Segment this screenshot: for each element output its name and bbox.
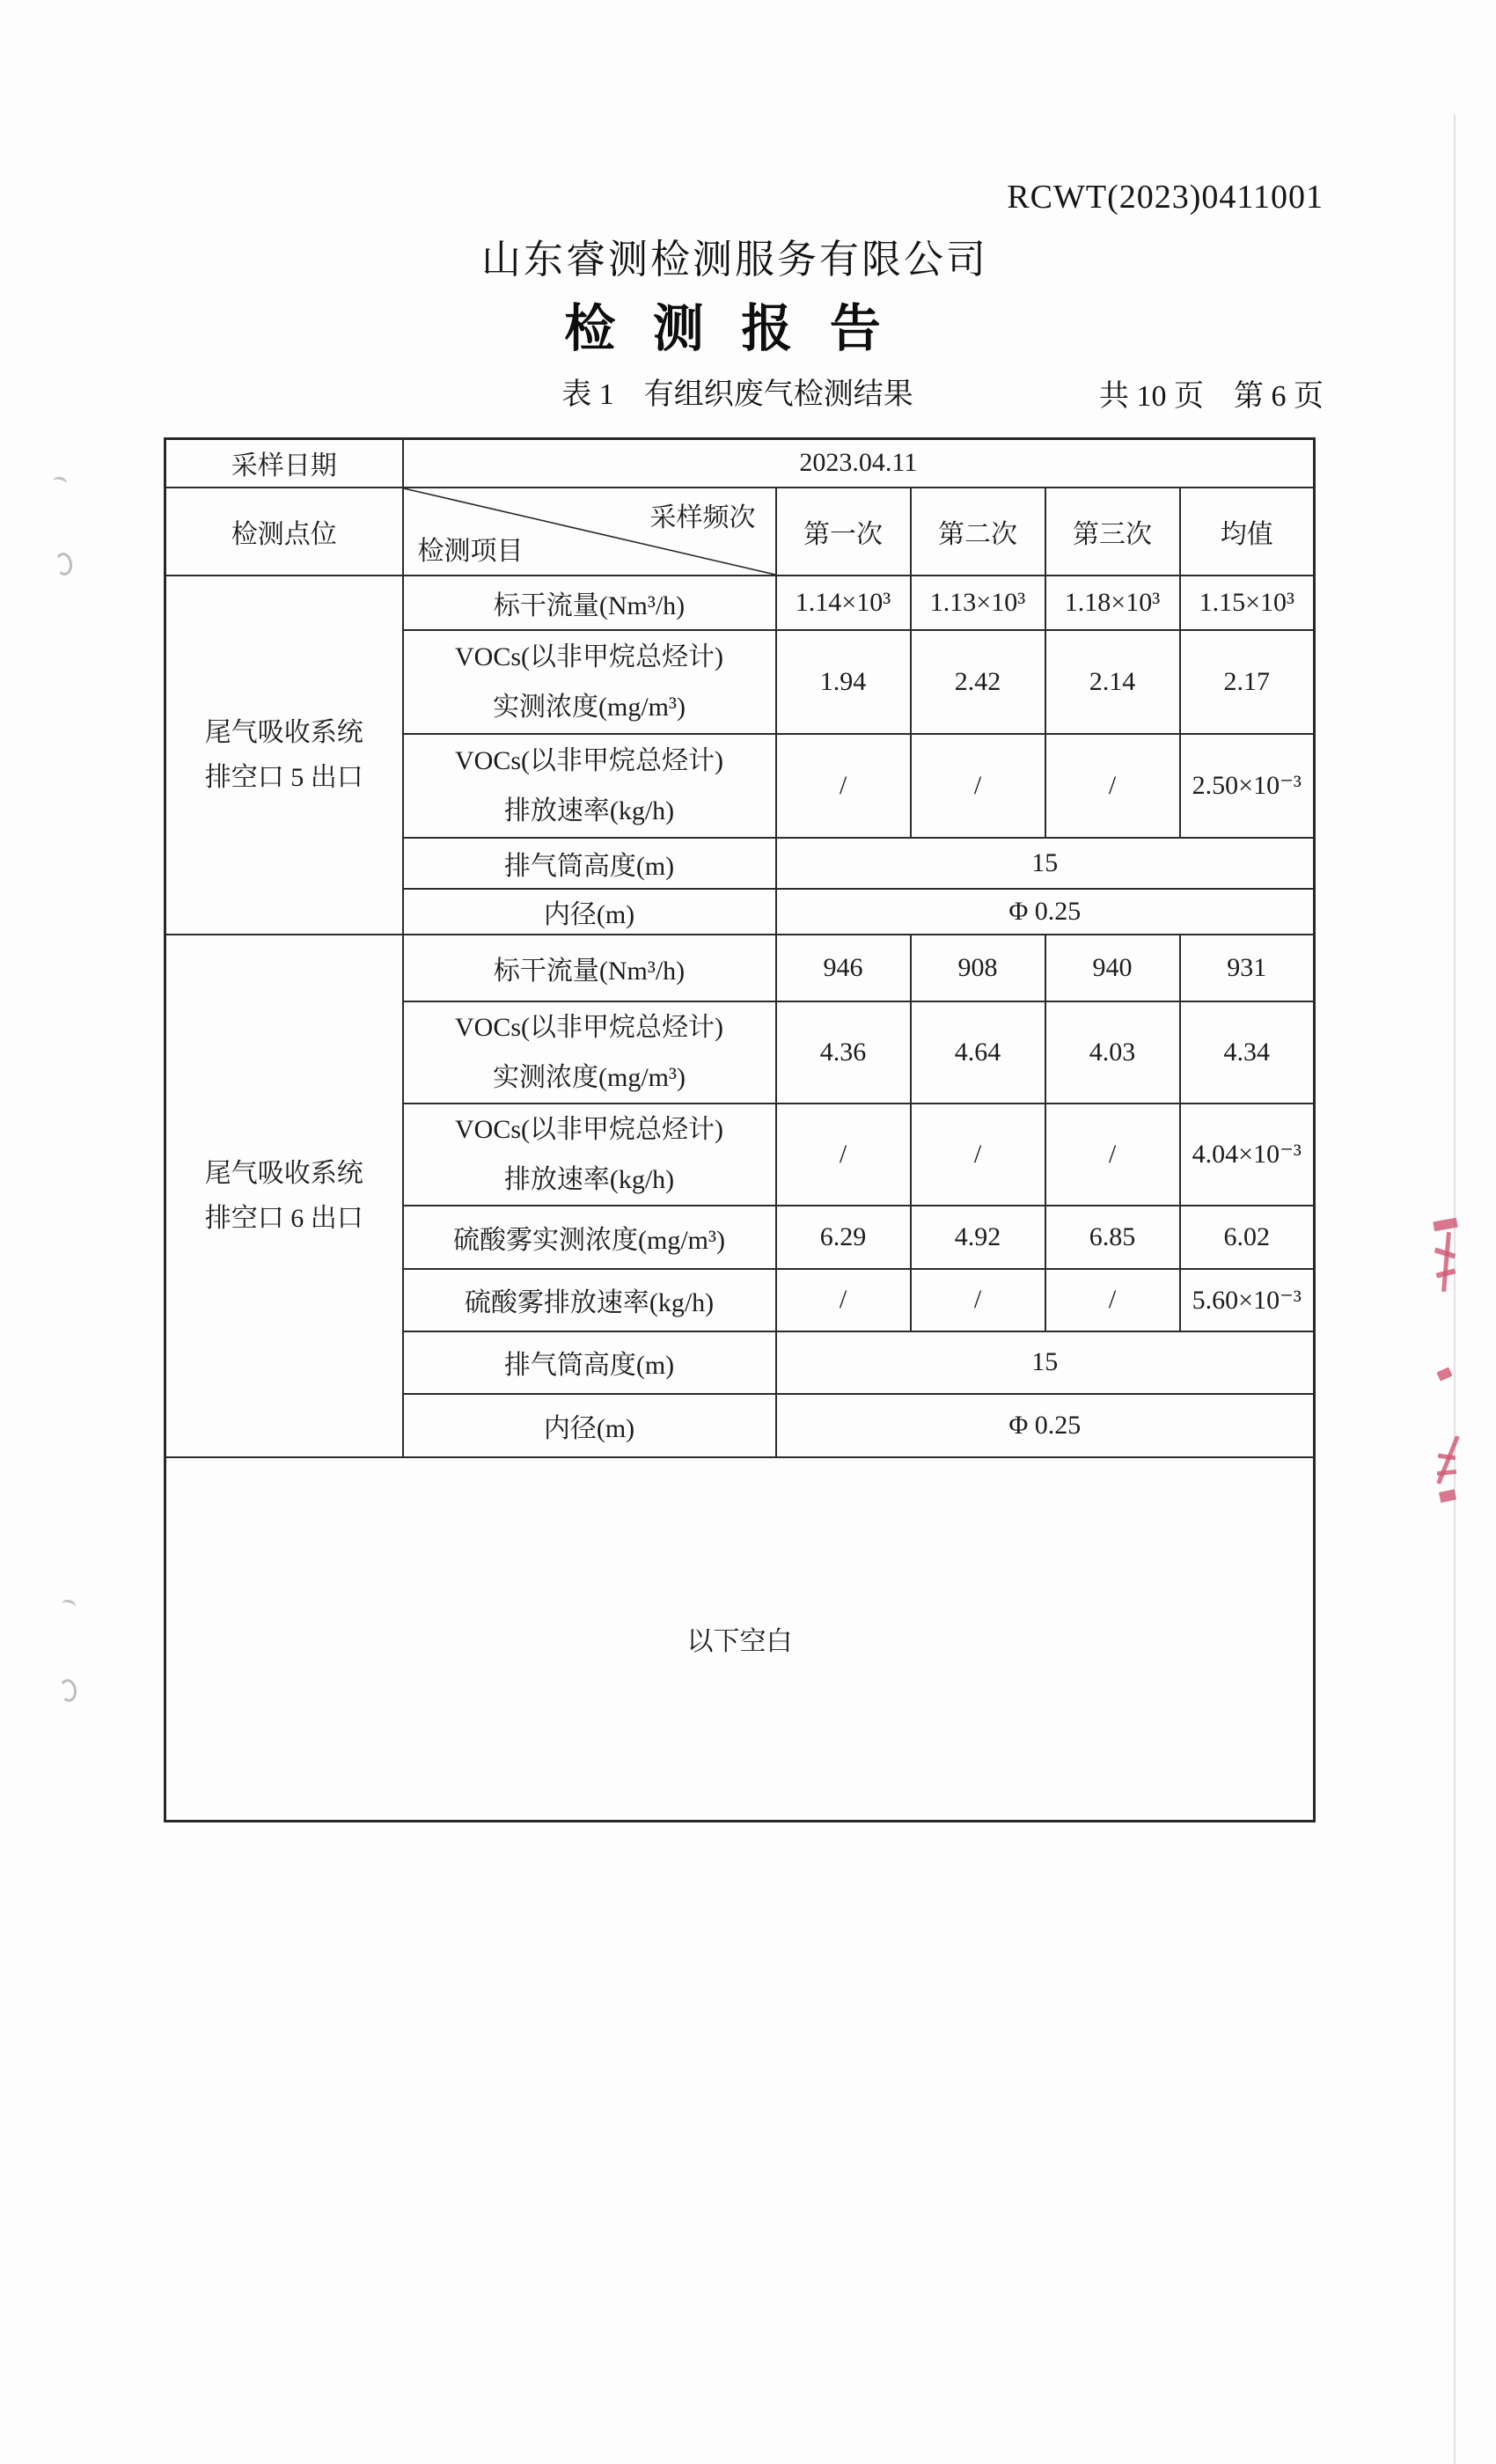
report-title: 检 测 报 告 (564, 300, 893, 357)
pencil-mark (61, 1598, 77, 1611)
diagonal-bottom-label: 检测项目 (417, 536, 524, 566)
row-label (403, 1001, 776, 1104)
stamp-fragment (1441, 1232, 1451, 1292)
freq-header-3: 第三次 (1045, 488, 1180, 576)
value-cell: 6.02 (1180, 1206, 1315, 1269)
monitor-point-outlet5 (165, 576, 403, 935)
row-label: 标干流量(Nm³/h) (403, 935, 776, 1001)
value-cell: 931 (1180, 935, 1315, 1001)
value-cell: 2.50×10⁻³ (1180, 734, 1315, 838)
value-cell: / (776, 1269, 911, 1331)
sampling-date-label: 采样日期 (165, 439, 403, 488)
value-cell: / (911, 1104, 1045, 1206)
value-cell: 1.14×10³ (776, 576, 911, 630)
freq-header-1: 第一次 (776, 488, 911, 576)
value-cell: / (776, 1104, 911, 1206)
point-line-1: 尾气吸收系统 (204, 1158, 363, 1188)
stamp-fragment (1436, 1435, 1459, 1485)
point-line-1: 尾气吸收系统 (204, 717, 363, 747)
row-label (403, 1104, 776, 1206)
row-label (403, 630, 776, 734)
inner-diameter-value: Φ 0.25 (776, 889, 1315, 935)
row-label-line-2: 排放速率(kg/h) (503, 796, 675, 825)
value-cell: 4.34 (1180, 1001, 1315, 1104)
table-caption: 表 1 有组织废气检测结果 (561, 378, 913, 411)
value-cell: 1.13×10³ (911, 576, 1045, 630)
value-cell: 4.04×10⁻³ (1180, 1104, 1315, 1206)
value-cell: / (1045, 734, 1180, 838)
value-cell: 4.92 (911, 1206, 1045, 1269)
stack-height-label: 排气筒高度(m) (403, 1331, 776, 1394)
inner-diameter-label: 内径(m) (403, 889, 776, 935)
value-cell: 908 (911, 935, 1045, 1001)
sampling-date-value: 2023.04.11 (403, 439, 1315, 488)
company-name: 山东睿测检测服务有限公司 (480, 238, 988, 282)
inner-diameter-label: 内径(m) (403, 1394, 776, 1457)
value-cell: 940 (1045, 935, 1180, 1001)
caption-line (0, 370, 1496, 413)
report-code: RCWT(2023)0411001 (1007, 179, 1324, 216)
monitor-point-label: 检测点位 (165, 488, 403, 576)
row-label: 标干流量(Nm³/h) (403, 576, 776, 630)
point-line-2: 排空口 5 出口 (204, 762, 363, 792)
results-table (164, 437, 1316, 1822)
pencil-mark (52, 475, 68, 488)
value-cell: / (776, 734, 911, 838)
page-edge-line (1454, 114, 1456, 2464)
freq-header-avg: 均值 (1180, 488, 1315, 576)
page-info: 共 10 页 第 6 页 (1099, 380, 1324, 413)
row-label-line-1: VOCs(以非甲烷总烃计) (455, 1012, 723, 1042)
value-cell: / (911, 734, 1045, 838)
stack-height-value: 15 (776, 1331, 1315, 1394)
row-label-line-1: VOCs(以非甲烷总烃计) (455, 745, 723, 775)
value-cell: 4.64 (911, 1001, 1045, 1104)
point-line-2: 排空口 6 出口 (204, 1203, 363, 1233)
value-cell: 2.17 (1180, 630, 1315, 734)
diagonal-header-cell (403, 488, 776, 576)
value-cell: / (911, 1269, 1045, 1331)
row-label-line-1: VOCs(以非甲烷总烃计) (455, 642, 723, 671)
row-label-line-2: 实测浓度(mg/m³) (493, 1062, 686, 1092)
freq-header-2: 第二次 (911, 488, 1045, 576)
value-cell: 6.85 (1045, 1206, 1180, 1269)
value-cell: 5.60×10⁻³ (1180, 1269, 1315, 1331)
row-label-line-1: VOCs(以非甲烷总烃计) (455, 1114, 723, 1144)
row-label (403, 734, 776, 838)
value-cell: 946 (776, 935, 911, 1001)
value-cell: 1.18×10³ (1045, 576, 1180, 630)
row-label: 硫酸雾排放速率(kg/h) (403, 1269, 776, 1331)
value-cell: 1.15×10³ (1180, 576, 1315, 630)
value-cell: 6.29 (776, 1206, 911, 1269)
diagonal-top-label: 采样频次 (649, 502, 756, 532)
inner-diameter-value: Φ 0.25 (776, 1394, 1315, 1457)
value-cell: / (1045, 1269, 1180, 1331)
value-cell: 2.42 (911, 630, 1045, 734)
value-cell: 1.94 (776, 630, 911, 734)
pencil-mark (58, 1678, 77, 1703)
stack-height-label: 排气筒高度(m) (403, 838, 776, 889)
value-cell: 4.36 (776, 1001, 911, 1104)
stamp-fragment (1436, 1367, 1452, 1381)
value-cell: 4.03 (1045, 1001, 1180, 1104)
row-label: 硫酸雾实测浓度(mg/m³) (403, 1206, 776, 1269)
row-label-line-2: 排放速率(kg/h) (503, 1164, 675, 1194)
monitor-point-outlet6 (165, 935, 403, 1457)
below-blank-note: 以下空白 (165, 1457, 1315, 1822)
pencil-mark (54, 552, 73, 576)
stack-height-value: 15 (776, 838, 1315, 889)
value-cell: 2.14 (1045, 630, 1180, 734)
value-cell: / (1045, 1104, 1180, 1206)
row-label-line-2: 实测浓度(mg/m³) (493, 692, 686, 722)
